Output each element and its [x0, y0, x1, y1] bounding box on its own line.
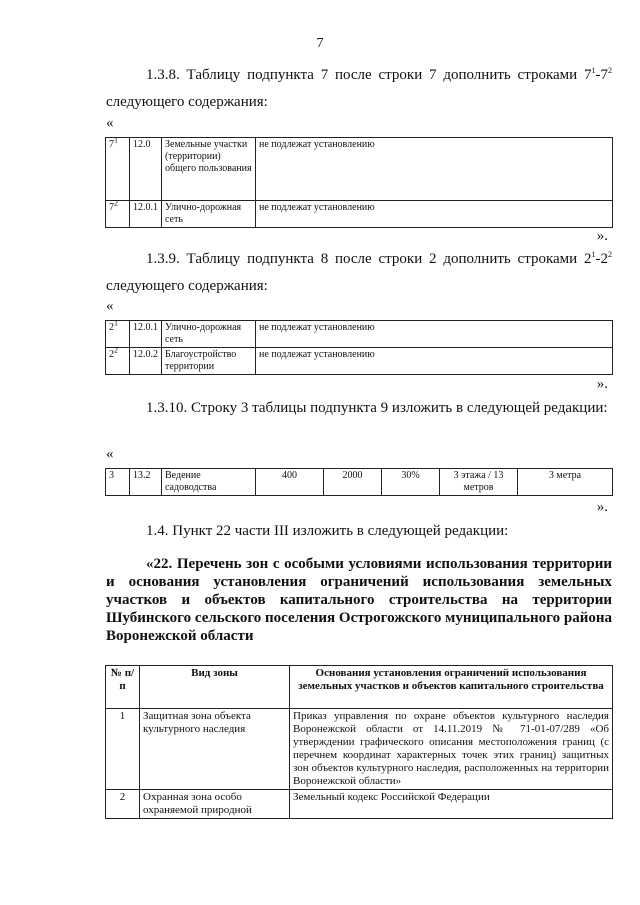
- cell-name: Улично-дорожная сеть: [162, 321, 256, 348]
- cell-num: 3: [106, 469, 130, 496]
- cell-name: Ведение садоводства: [162, 469, 256, 496]
- header-num: № п/п: [106, 666, 140, 709]
- cell-name: Благоустройство территории: [162, 348, 256, 375]
- table-row: [106, 321, 613, 348]
- table-row: [106, 201, 613, 228]
- cell-value: не подлежат установлению: [256, 321, 613, 348]
- cell-code: 12.0: [130, 138, 162, 201]
- cell-num: $7^2$: [106, 201, 130, 228]
- p138-sup2: 2: [608, 66, 612, 75]
- p139-dash: -2: [595, 251, 608, 267]
- page-number: 7: [316, 36, 324, 51]
- header-zone: Вид зоны: [140, 666, 290, 709]
- p139-text: 1.3.9. Таблицу подпункта 8 после строки 2 дополнить строками 2: [146, 251, 592, 267]
- cell-basis: Земельный кодекс Российской Федерации: [290, 790, 613, 819]
- quote-close-2: ».: [596, 376, 608, 392]
- cell-basis: Приказ управления по охране объектов культурного наследия Воронежской области от 14.11.2019 № 71-01-07/289 «Об утверждении графического описания местоположения границ (с перечнем координат характерных точек этих границ) защитных зон объектов культурного наследия, расположенных на территории Воронежской области»: [290, 709, 613, 790]
- quote-open-2: «: [106, 298, 114, 314]
- p139-rest: следующего содержания:: [106, 278, 268, 294]
- table-3: [105, 468, 613, 496]
- paragraph-22: «22. Перечень зон с особыми условиями использования территории и основания установления ограничений использования земельных участков и объектов капитального строительства на территории Шубинского сельского поселения Острогожского муниципального района Воронежской области: [106, 556, 612, 644]
- cell-percent: 30%: [382, 469, 440, 496]
- p139-sup2: 2: [608, 250, 612, 259]
- table-1: [105, 137, 613, 228]
- quote-close-3: ».: [596, 499, 608, 515]
- p138-sup1: 1: [591, 66, 596, 75]
- cell-name: Улично-дорожная сеть: [162, 201, 256, 228]
- table-row: [106, 469, 613, 496]
- cell-zone: Охранная зона особо охраняемой природной: [140, 790, 290, 819]
- cell-min-area: 400: [256, 469, 324, 496]
- cell-value: не подлежат установлению: [256, 201, 613, 228]
- quote-open-1: «: [106, 115, 114, 131]
- table-row: [106, 348, 613, 375]
- cell-num: 1: [106, 709, 140, 790]
- cell-code: 12.0.2: [130, 348, 162, 375]
- paragraph-1-3-10: 1.3.10. Строку 3 таблицы подпункта 9 изложить в следующей редакции:: [146, 400, 608, 416]
- table-row: [106, 790, 613, 819]
- cell-num: 2: [106, 790, 140, 819]
- table-4: [105, 665, 613, 819]
- paragraph-1-4: 1.4. Пункт 22 части III изложить в следующей редакции:: [146, 523, 509, 539]
- quote-close-1: ».: [596, 228, 608, 244]
- cell-name: Земельные участки (территории) общего пользования: [162, 138, 256, 201]
- table-row: [106, 138, 613, 201]
- cell-num: $2^2$: [106, 348, 130, 375]
- cell-code: 12.0.1: [130, 321, 162, 348]
- p138-rest: следующего содержания:: [106, 94, 268, 110]
- table-header-row: [106, 666, 613, 709]
- p138-text: 1.3.8. Таблицу подпункта 7 после строки 7 дополнить строками 7: [146, 67, 592, 83]
- cell-num: $2^1$: [106, 321, 130, 348]
- cell-floors: 3 этажа / 13 метров: [440, 469, 518, 496]
- cell-code: 13.2: [130, 469, 162, 496]
- cell-value: не подлежат установлению: [256, 348, 613, 375]
- header-basis: Основания установления ограничений использования земельных участков и объектов капитального строительства: [290, 666, 613, 709]
- cell-zone: Защитная зона объекта культурного наследия: [140, 709, 290, 790]
- cell-value: не подлежат установлению: [256, 138, 613, 201]
- table-row: [106, 709, 613, 790]
- p138-dash: -7: [595, 67, 608, 83]
- paragraph-1-3-8: [106, 62, 612, 116]
- cell-setback: 3 метра: [518, 469, 613, 496]
- cell-max-area: 2000: [324, 469, 382, 496]
- cell-code: 12.0.1: [130, 201, 162, 228]
- table-2: [105, 320, 613, 375]
- paragraph-1-3-9: [106, 246, 612, 300]
- cell-num: $7^1$: [106, 138, 130, 201]
- p139-sup1: 1: [591, 250, 596, 259]
- quote-open-3: «: [106, 446, 114, 462]
